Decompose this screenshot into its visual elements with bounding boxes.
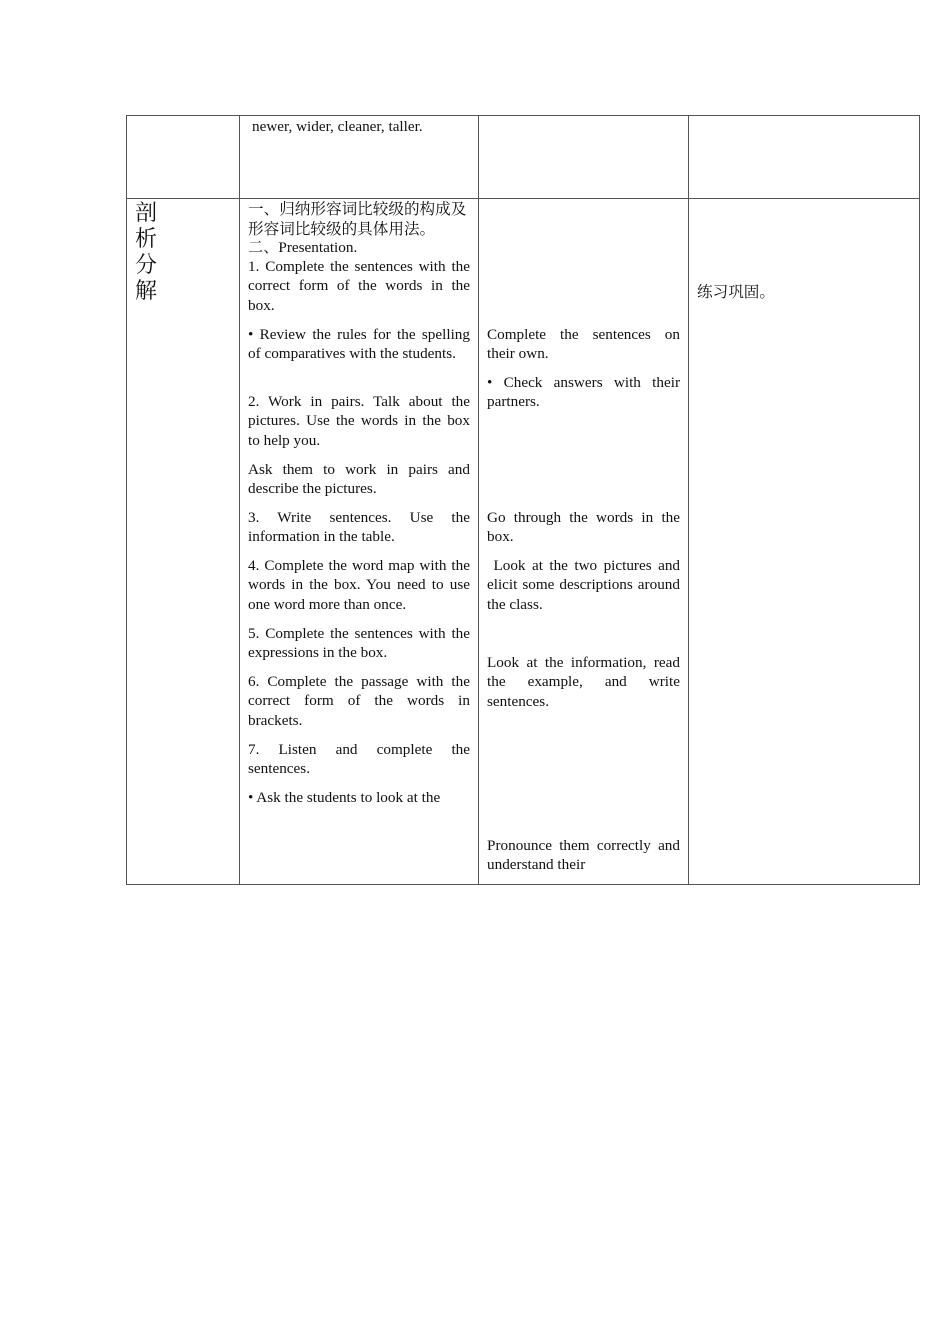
teacher-step-5: 5. Complete the sentences with the expressions in the box. — [248, 625, 470, 662]
table-border-left — [126, 115, 127, 885]
lesson-plan-table — [126, 115, 920, 885]
stage-label-vertical — [135, 201, 165, 305]
teacher-step-3: 3. Write sentences. Use the information in the table. — [248, 509, 470, 546]
stage-label-char: 析 — [135, 227, 158, 252]
table-border-right — [919, 115, 920, 885]
presentation-heading-prefix: 二、 — [248, 238, 279, 256]
teacher-step-7: 7. Listen and complete the sentences. — [248, 741, 470, 778]
teacher-step-review: • Review the rules for the spelling of comparatives with the students. — [248, 326, 470, 363]
column-divider-1 — [239, 115, 240, 885]
teacher-step-2: 2. Work in pairs. Talk about the pictures. Use the words in the box to help you. — [248, 393, 470, 449]
stage-label-char: 分 — [135, 253, 158, 278]
student-step-words: Go through the words in the box. — [487, 509, 680, 546]
student-step-check: • Check answers with their partners. — [487, 374, 680, 411]
column-divider-3 — [688, 115, 689, 885]
teacher-step-6: 6. Complete the passage with the correct form of the words in brackets. — [248, 673, 470, 729]
teacher-step-4: 4. Complete the word map with the words in the box. You need to use one word more than once. — [248, 557, 470, 613]
student-step-pictures: Look at the two pictures and elicit some descriptions around the class. — [487, 557, 684, 613]
student-step-complete: Complete the sentences on their own. — [487, 326, 680, 363]
presentation-heading-text: Presentation. — [278, 239, 358, 256]
summary-heading-cn: 一、归纳形容词比较级的构成及形容词比较级的具体用法。 — [248, 200, 467, 238]
teacher-step-1: 1. Complete the sentences with the correct form of the words in the box. — [248, 258, 470, 314]
student-step-write: Look at the information, read the example, and write sentences. — [487, 654, 680, 710]
teacher-step-pairs: Ask them to work in pairs and describe the pictures. — [248, 461, 470, 498]
presentation-heading — [248, 238, 470, 257]
stage-label-char: 剖 — [135, 201, 158, 226]
row-divider — [126, 198, 920, 199]
column-divider-2 — [478, 115, 479, 885]
table-border-bottom — [126, 884, 920, 885]
stage-label-char: 解 — [135, 279, 158, 304]
table-border-top — [126, 115, 920, 116]
row1-procedure-text: newer, wider, cleaner, taller. — [252, 118, 423, 135]
teacher-step-look: • Ask the students to look at the — [248, 789, 441, 806]
purpose-text: 练习巩固。 — [697, 283, 775, 301]
student-step-pronounce: Pronounce them correctly and understand their — [487, 837, 680, 874]
